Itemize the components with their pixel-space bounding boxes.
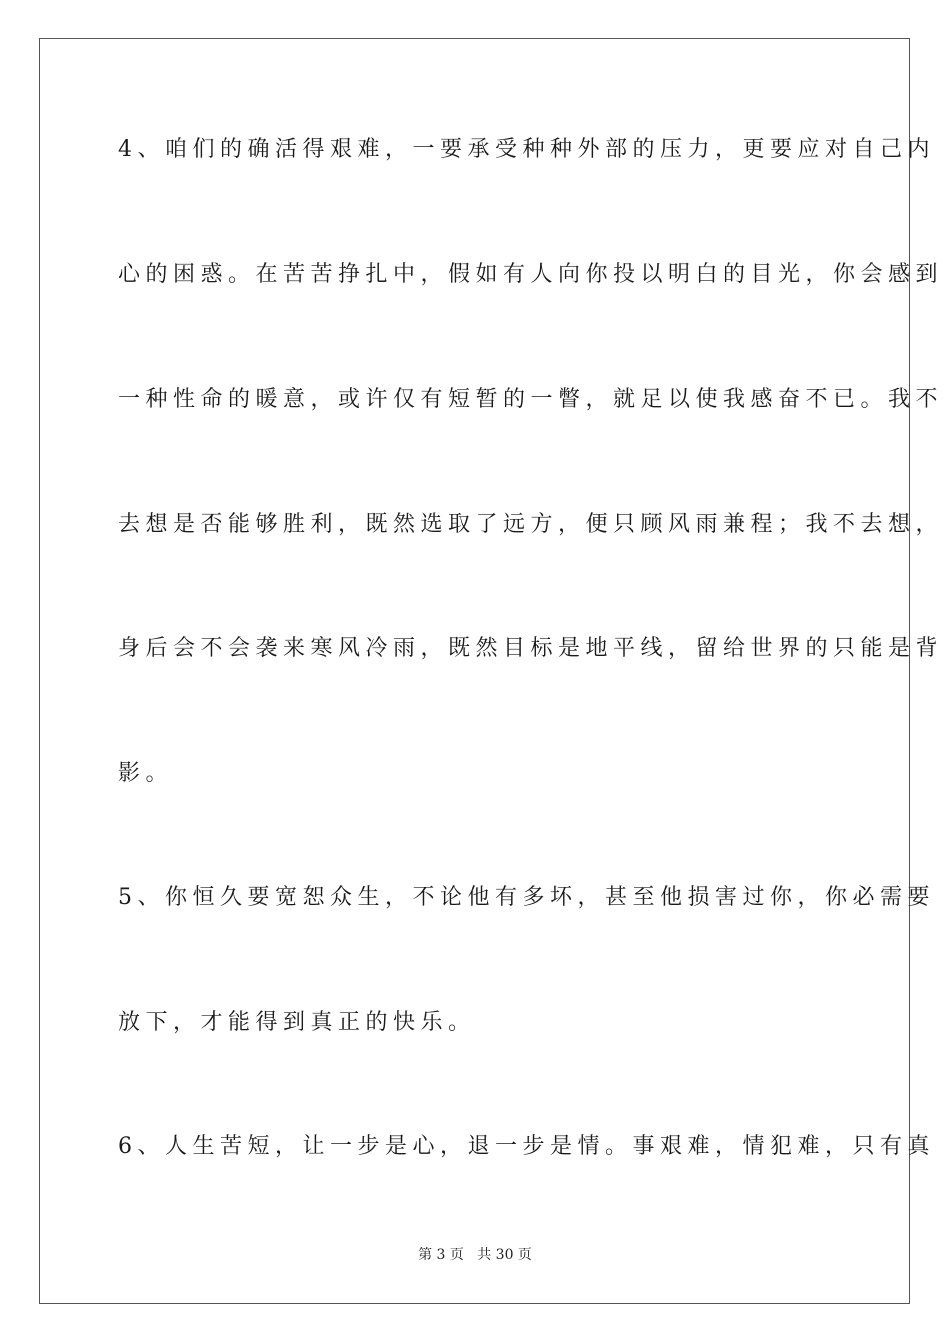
text-line: 身后会不会袭来寒风冷雨，既然目标是地平线，留给世界的只能是背	[118, 636, 944, 661]
text-line: 放下，才能得到真正的快乐。	[118, 1010, 476, 1035]
page-number-footer: 第 3 页 共 30 页	[418, 1247, 532, 1263]
text-line: 去想是否能够胜利，既然选取了远方，便只顾风雨兼程；我不去想，	[118, 512, 944, 537]
text-line: 5、你恒久要宽恕众生，不论他有多坏，甚至他损害过你，你必需要	[118, 885, 935, 910]
page-border	[39, 38, 944, 1304]
text-line: 心的困惑。在苦苦挣扎中，假如有人向你投以明白的目光，你会感到	[118, 262, 944, 287]
text-line: 影。	[118, 761, 174, 786]
text-line: 一种性命的暖意，或许仅有短暂的一瞥，就足以使我感奋不已。我不	[118, 387, 944, 412]
text-line: 6、人生苦短，让一步是心，退一步是情。事艰难，情犯难，只有真	[118, 1134, 935, 1159]
text-line: 4、咱们的确活得艰难，一要承受种种外部的压力，更要应对自己内	[118, 137, 935, 162]
